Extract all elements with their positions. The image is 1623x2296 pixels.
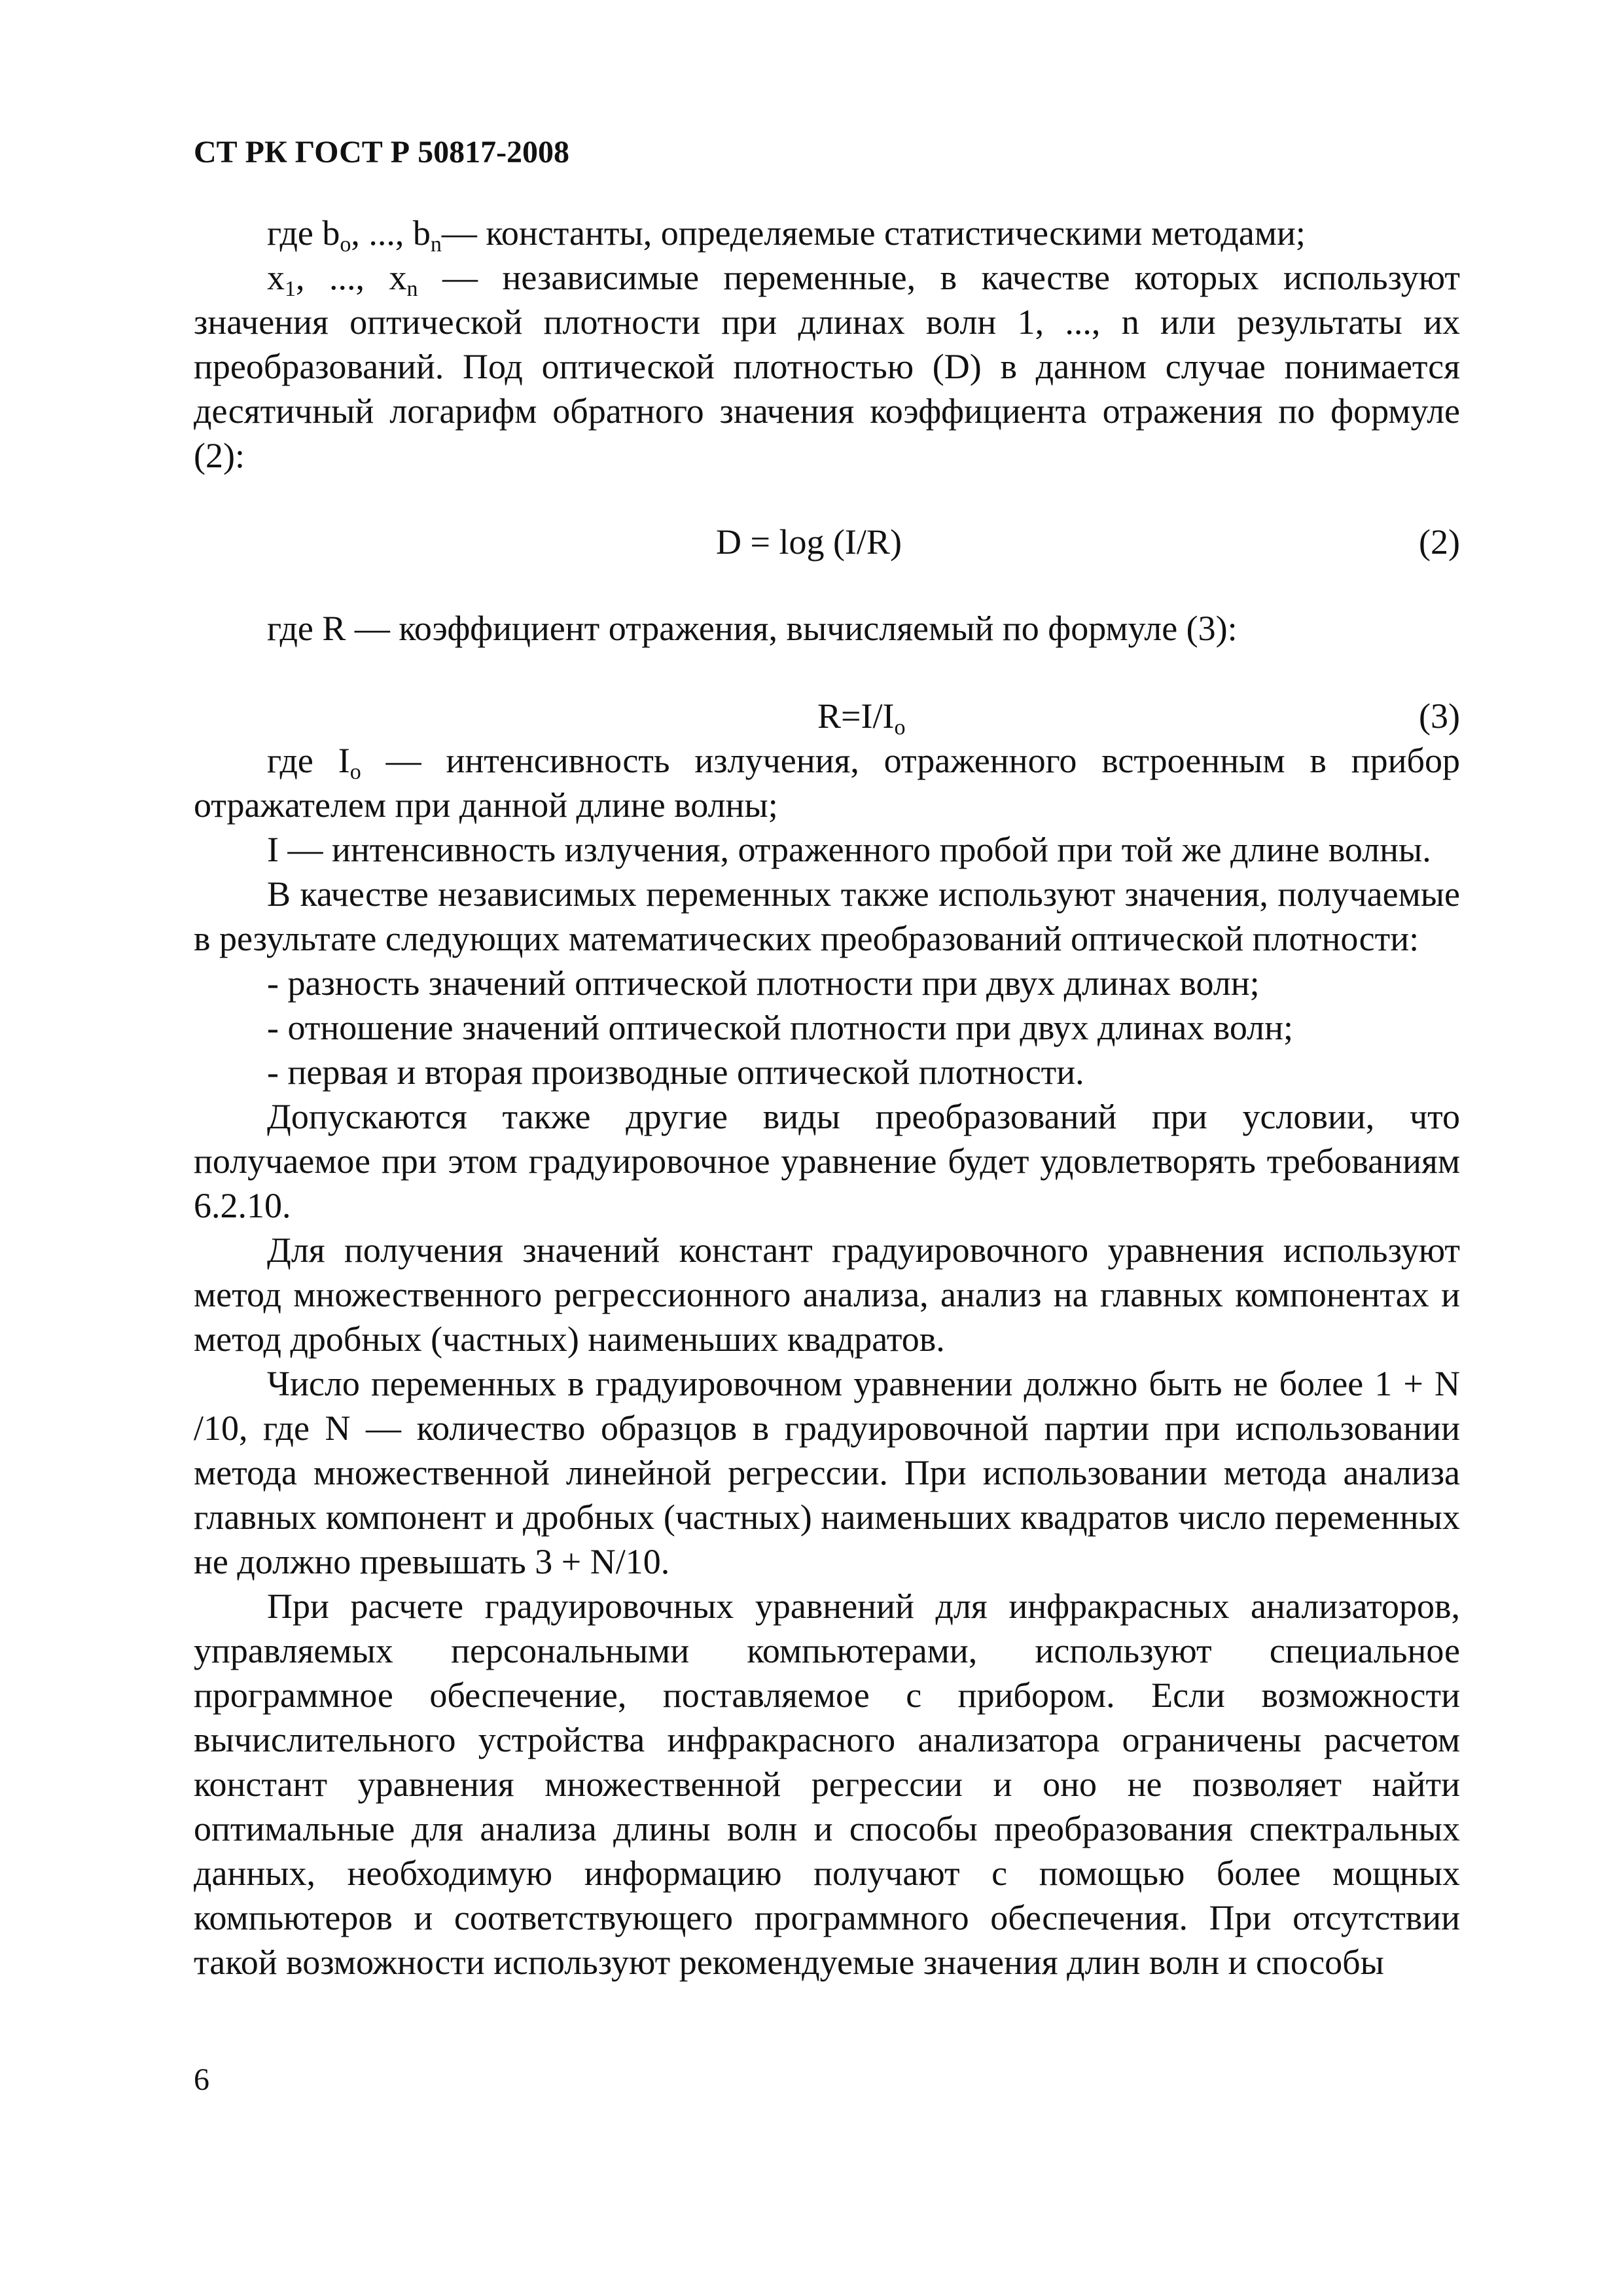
list-item: - первая и вторая производные оптической плотности. [267, 1052, 1084, 1092]
text-run: , ..., b [351, 213, 431, 253]
text-run: , ..., x [296, 258, 407, 297]
list-item: - отношение значений оптической плотности при двух длинах волн; [267, 1008, 1293, 1047]
paragraph-r-definition: где R — коэффициент отражения, вычисляемый по формуле (3): [267, 609, 1238, 648]
text-run: x [267, 258, 285, 297]
paragraph-other-transformations: Допускаются также другие виды преобразований при условии, что получаемое при этом градуировочное уравнение будет удовлетворять требованиям 6.2.10. [194, 1097, 1460, 1225]
formula-2 [194, 520, 1460, 564]
paragraph-x-variables [194, 255, 1460, 478]
formula-3-expression [817, 694, 905, 738]
paragraph-i-definition: I — интенсивность излучения, отраженного пробой при той же длине волны. [267, 830, 1431, 869]
text-run: где I [267, 741, 350, 780]
formula-2-number: (2) [1419, 522, 1460, 562]
paragraph-b-constants [194, 211, 1460, 255]
text-run: — константы, определяемые статистическими методами; [441, 213, 1306, 253]
formula-3-number: (3) [1419, 696, 1460, 736]
formula-3 [194, 694, 1460, 738]
paragraph-io-definition [194, 738, 1460, 827]
page-number: 6 [194, 2062, 209, 2097]
standard-code-header: СТ РК ГОСТ Р 50817-2008 [194, 135, 570, 170]
paragraph-variable-count: Число переменных в градуировочном уравнении должно быть не более 1 + N /10, где N — количество образцов в градуировочной партии при использовании метода множественной линейной регрессии. При использовании метода анализа главных компонент и дробных (частных) наименьших квадратов число переменных не должно превышать 3 + N/10. [194, 1364, 1460, 1581]
subscript: o [349, 760, 361, 784]
subscript: n [406, 277, 418, 301]
text-run: — интенсивность излучения, отраженного встроенным в прибор отражателем при данной длине волны; [194, 741, 1460, 825]
formula-2-expression: D = log (I/R) [716, 522, 902, 562]
text-run: где b [267, 213, 340, 253]
list-item: - разность значений оптической плотности при двух длинах волн; [267, 963, 1260, 1003]
text-run: R=I/I [817, 696, 895, 736]
paragraph-regression-methods: Для получения значений констант градуировочного уравнения используют метод множественного регрессионного анализа, анализ на главных компонентах и метод дробных (частных) наименьших квадратов. [194, 1230, 1460, 1359]
subscript: n [430, 232, 442, 257]
text-run: — независимые переменные, в качестве которых используют значения оптической плотности при длинах волн 1, ..., n или результаты их преобразований. Под оптической плотностью (D) в данном случае понимается десятичный логарифм обратного значения коэффициента отражения по формуле (2): [194, 258, 1460, 475]
paragraph-software: При расчете градуировочных уравнений для инфракрасных анализаторов, управляемых персональными компьютерами, используют специальное программное обеспечение, поставляемое с прибором. Если возможности вычислительного устройства инфракрасного анализатора ограничены расчетом констант уравнения множественной регрессии и оно не позволяет найти оптимальные для анализа длины волн и способы преобразования спектральных данных, необходимую информацию получают с помощью более мощных компьютеров и соответствующего программного обеспечения. При отсутствии такой возможности используют рекомендуемые значения длин волн и способы [194, 1587, 1460, 1982]
page-body [194, 211, 1460, 1984]
subscript: 1 [285, 277, 296, 301]
paragraph-transformations-intro: В качестве независимых переменных также используют значения, получаемые в результате следующих математических преобразований оптической плотности: [194, 874, 1460, 958]
subscript: o [894, 715, 906, 740]
subscript: o [340, 232, 351, 257]
